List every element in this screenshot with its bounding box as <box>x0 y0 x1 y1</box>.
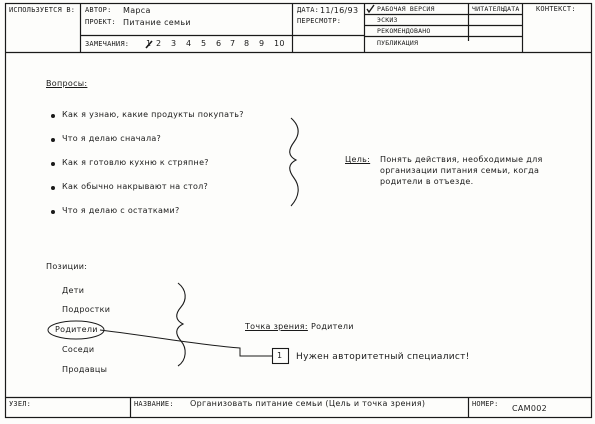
node-label: УЗЕЛ: <box>9 400 32 408</box>
note-text: Нужен авторитетный специалист! <box>296 352 470 362</box>
note-number: 6 <box>216 39 222 48</box>
date-label: ДАТА: <box>297 6 320 14</box>
note-number-text: 1 <box>277 351 283 360</box>
status-draft: ЭСКИЗ <box>377 16 398 24</box>
position-item: Продавцы <box>62 365 108 374</box>
number-value: CAM002 <box>512 404 548 413</box>
brace-positions <box>177 283 185 366</box>
note-number: 8 <box>244 39 250 48</box>
revision-label: ПЕРЕСМОТР: <box>297 17 342 25</box>
title-label: НАЗВАНИЕ: <box>134 400 174 408</box>
questions-title: Вопросы: <box>46 79 88 88</box>
position-item: Соседи <box>62 345 95 354</box>
reader-label: ЧИТАТЕЛЬ <box>472 5 505 13</box>
brace-questions <box>290 118 298 206</box>
bullet <box>51 138 55 142</box>
bullet <box>51 186 55 190</box>
project-label: ПРОЕКТ: <box>85 18 116 26</box>
viewpoint-value: Родители <box>311 322 354 331</box>
author-value: Марса <box>123 6 151 15</box>
note-number: 9 <box>259 39 265 48</box>
note-number: 5 <box>201 39 207 48</box>
title-value: Организовать питание семьи (Цель и точка зрения) <box>190 399 426 408</box>
goal-line: Понять действия, необходимые для <box>380 155 543 164</box>
position-item: Дети <box>62 286 85 295</box>
number-label: НОМЕР: <box>472 400 499 408</box>
notes-label: ЗАМЕЧАНИЯ: <box>85 40 130 48</box>
bullet <box>51 210 55 214</box>
position-item-parents: Родители <box>55 325 98 334</box>
goal-line: родители в отъезде. <box>380 177 474 186</box>
note-number: 1 <box>146 39 152 48</box>
check-icon <box>367 5 374 12</box>
date-value: 11/16/93 <box>320 6 359 15</box>
note-connector <box>100 330 272 356</box>
goal-line: организации питания семьи, когда <box>380 166 540 175</box>
positions-title: Позиции: <box>46 262 88 271</box>
question-item: Как обычно накрывают на стол? <box>62 182 209 191</box>
author-label: АВТОР: <box>85 6 112 14</box>
bullet <box>51 114 55 118</box>
question-item: Как я узнаю, какие продукты покупать? <box>62 110 244 119</box>
viewpoint-label: Точка зрения: <box>245 322 308 331</box>
status-recommended: РЕКОМЕНДОВАНО <box>377 27 431 35</box>
context-label: КОНТЕКСТ: <box>536 5 576 13</box>
position-item: Подростки <box>62 305 111 314</box>
bullet <box>51 162 55 166</box>
status-working: РАБОЧАЯ ВЕРСИЯ <box>377 5 435 13</box>
status-publication: ПУБЛИКАЦИЯ <box>377 39 419 47</box>
used-at-label: ИСПОЛЬЗУЕТСЯ В: <box>9 6 76 14</box>
note-number: 2 <box>156 39 162 48</box>
reader-date-label: ДАТА <box>503 5 520 13</box>
question-item: Что я делаю сначала? <box>62 134 162 143</box>
note-number: 3 <box>171 39 177 48</box>
goal-label: Цель: <box>345 155 371 164</box>
question-item: Как я готовлю кухню к стряпне? <box>62 158 209 167</box>
note-number: 10 <box>274 39 285 48</box>
note-number: 4 <box>186 39 192 48</box>
note-number: 7 <box>230 39 236 48</box>
question-item: Что я делаю с остатками? <box>62 206 180 215</box>
project-value: Питание семьи <box>123 18 191 27</box>
